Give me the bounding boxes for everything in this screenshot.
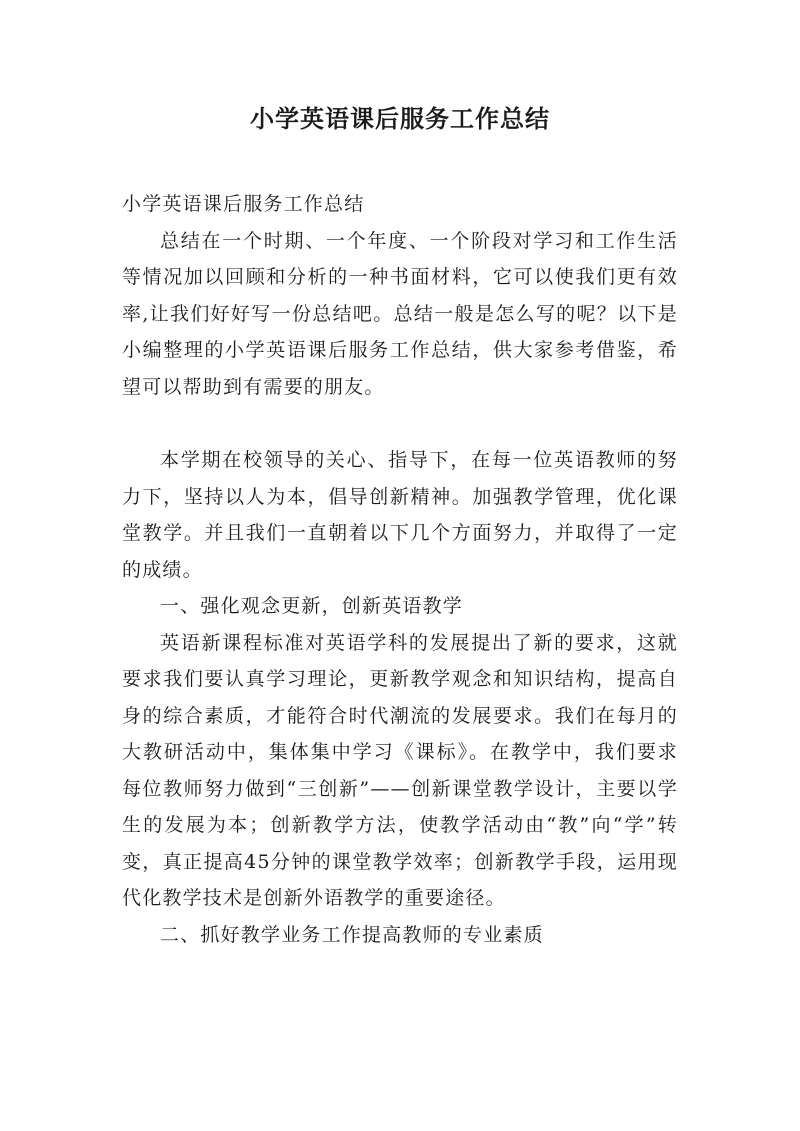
intro-paragraph: 总结在一个时期、一个年度、一个阶段对学习和工作生活等情况加以回顾和分析的一种书面材料，它可以使我们更有效率,让我们好好写一份总结吧。总结一般是怎么写的呢？以下是小编整理的小学英语课后服务工作总结，供大家参考借鉴，希望可以帮助到有需要的朋友。 [122,229,678,398]
document-title: 小学英语课后服务工作总结 [250,105,550,133]
section-heading-2: 二、抓好教学业务工作提高教师的专业素质 [160,923,544,946]
section-heading-1: 一、强化观念更新，创新英语教学 [160,595,464,617]
document-body [122,186,678,953]
document-subtitle: 小学英语课后服务工作总结 [122,193,365,215]
overview-paragraph: 本学期在校领导的关心、指导下，在每一位英语教师的努力下，坚持以人为本，倡导创新精神。加强教学管理，优化课堂教学。并且我们一直朝着以下几个方面努力，并取得了一定的成绩。 [122,449,678,581]
section-1-paragraph: 英语新课程标准对英语学科的发展提出了新的要求，这就要求我们要认真学习理论，更新教学观念和知识结构，提高自身的综合素质，才能符合时代潮流的发展要求。我们在每月的大教研活动中，集体集中学习《课标》。在教学中，我们要求每位教师努力做到“三创新”——创新课堂教学设计，主要以学生的发展为本；创新教学方法，使教学活动由“教”向“学”转变，真正提高45分钟的课堂教学效率；创新教学手段，运用现代化教学技术是创新外语教学的重要途径。 [122,631,678,909]
